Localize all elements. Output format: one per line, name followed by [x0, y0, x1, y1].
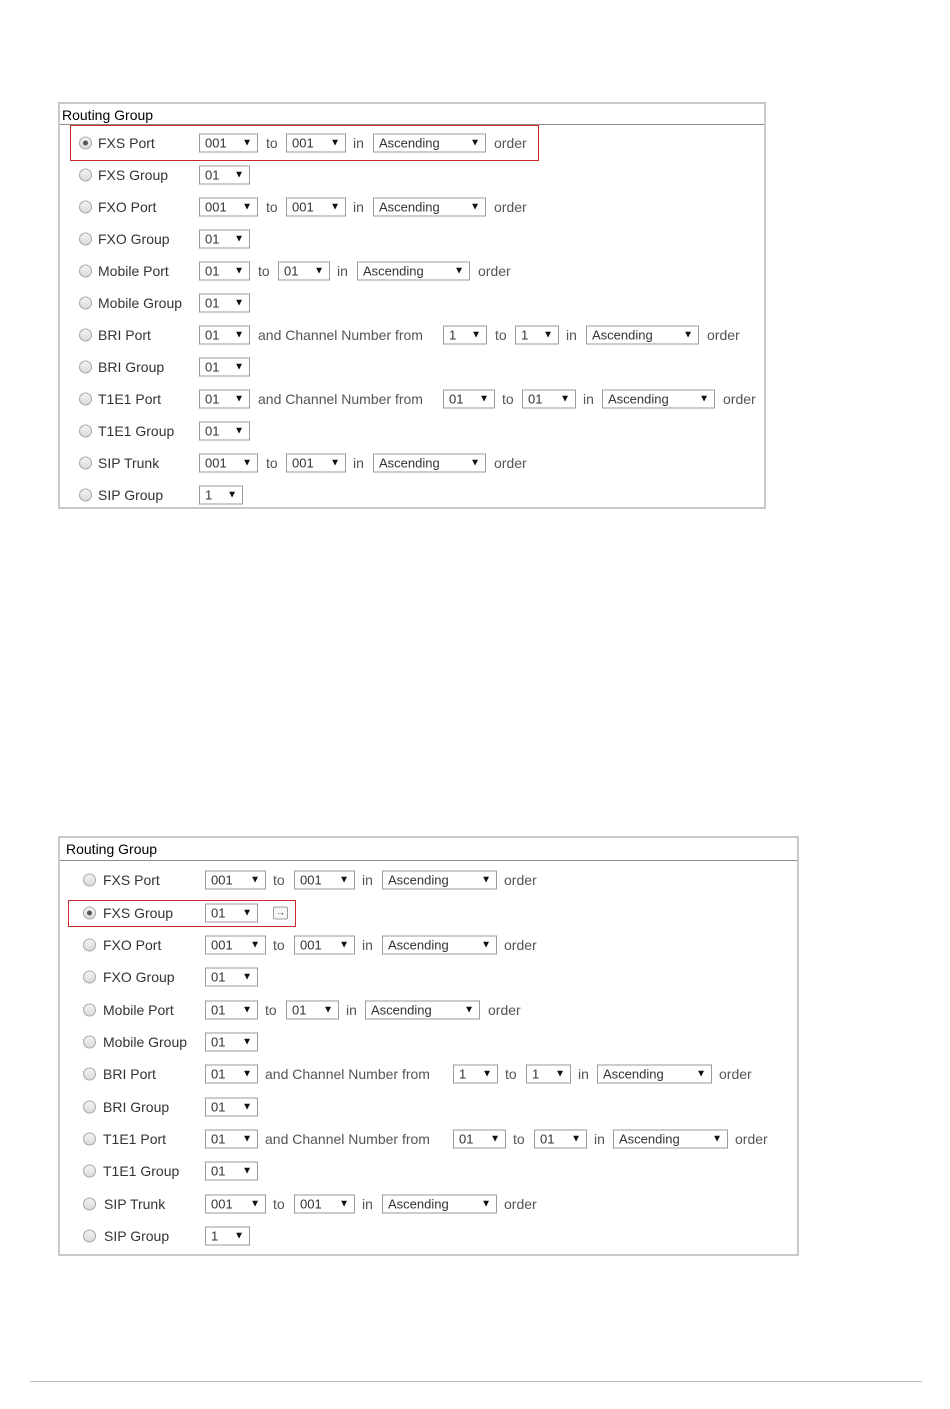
select-value: 01	[540, 1131, 555, 1147]
triangle-down-icon: ▼	[234, 297, 244, 309]
bri-group-label: BRI Group	[98, 359, 165, 375]
bri-group-select[interactable]	[205, 1098, 258, 1117]
t1e1-group-radio[interactable]	[83, 1165, 96, 1178]
order-text: order	[494, 455, 527, 471]
triangle-down-icon: ▼	[234, 329, 244, 341]
triangle-down-icon: ▼	[699, 393, 709, 405]
order-text: order	[735, 1131, 768, 1147]
select-value: 01	[211, 1131, 226, 1147]
triangle-down-icon: ▼	[330, 201, 340, 213]
fxo-group-select[interactable]	[205, 968, 258, 987]
triangle-down-icon: ▼	[330, 137, 340, 149]
sip-trunk-radio[interactable]	[83, 1198, 96, 1211]
triangle-down-icon: ▼	[471, 329, 481, 341]
t1e1-port-select[interactable]	[199, 390, 250, 409]
in-text: in	[594, 1131, 605, 1147]
in-text: in	[583, 391, 594, 407]
triangle-down-icon: ▼	[560, 393, 570, 405]
triangle-down-icon: ▼	[330, 457, 340, 469]
triangle-down-icon: ▼	[339, 874, 349, 886]
row-sip-group	[60, 479, 764, 511]
select-value: Ascending	[388, 1196, 449, 1212]
t1e1-group-select[interactable]	[199, 422, 250, 441]
mobile-group-label: Mobile Group	[98, 295, 183, 311]
sip-group-radio[interactable]	[79, 489, 92, 502]
panel-title: Routing Group	[66, 841, 158, 857]
mobile-port-radio[interactable]	[83, 1004, 96, 1017]
t1e1-channel-from-select[interactable]	[443, 390, 495, 409]
order-text: order	[494, 135, 527, 151]
t1e1-port-order-select[interactable]	[602, 390, 715, 409]
select-value: 01	[205, 295, 220, 311]
triangle-down-icon: ▼	[712, 1133, 722, 1145]
triangle-down-icon: ▼	[339, 939, 349, 951]
sip-trunk-label: SIP Trunk	[104, 1196, 166, 1212]
select-value: 001	[292, 135, 314, 151]
triangle-down-icon: ▼	[242, 1133, 252, 1145]
sip-trunk-order-select[interactable]	[373, 454, 486, 473]
t1e1-port-label: T1E1 Port	[103, 1131, 167, 1147]
select-value: Ascending	[603, 1066, 664, 1082]
in-text: in	[362, 872, 373, 888]
row-bri-port	[60, 1058, 797, 1090]
sip-trunk-from-select[interactable]	[199, 454, 258, 473]
select-value: 01	[205, 359, 220, 375]
select-value: 01	[528, 391, 543, 407]
order-text: order	[494, 199, 527, 215]
row-sip-trunk	[60, 1188, 797, 1220]
mobile-group-radio[interactable]	[83, 1036, 96, 1049]
fxs-port-label: FXS Port	[98, 135, 155, 151]
select-value: Ascending	[608, 391, 669, 407]
row-t1e1-group	[60, 415, 764, 447]
row-fxs-group	[60, 159, 764, 191]
sip-trunk-to-select[interactable]	[286, 454, 346, 473]
select-value: 1	[211, 1228, 219, 1244]
select-value: Ascending	[379, 455, 440, 471]
fxo-port-order-select[interactable]	[382, 936, 497, 955]
select-value: 01	[205, 167, 220, 183]
highlight-box-fxs-port	[70, 125, 539, 161]
select-value: 01	[211, 1002, 226, 1018]
to-text: to	[266, 199, 278, 215]
fxs-group-select[interactable]	[199, 166, 250, 185]
mobile-port-to-select[interactable]	[278, 262, 330, 281]
select-value: 1	[205, 487, 213, 503]
fxs-group-label: FXS Group	[103, 905, 174, 921]
channel-text: and Channel Number from	[265, 1066, 430, 1082]
in-text: in	[362, 937, 373, 953]
bri-port-order-select[interactable]	[597, 1065, 712, 1084]
triangle-down-icon: ▼	[683, 329, 693, 341]
row-t1e1-port	[60, 1123, 797, 1155]
fxo-group-select[interactable]	[199, 230, 250, 249]
bri-group-radio[interactable]	[79, 361, 92, 374]
select-value: 01	[205, 231, 220, 247]
sip-group-radio[interactable]	[83, 1230, 96, 1243]
sip-trunk-radio[interactable]	[79, 457, 92, 470]
triangle-down-icon: ▼	[543, 329, 553, 341]
mobile-group-label: Mobile Group	[103, 1034, 188, 1050]
bri-port-radio[interactable]	[79, 329, 92, 342]
triangle-down-icon: ▼	[234, 393, 244, 405]
select-value: Ascending	[388, 937, 449, 953]
select-value: 01	[284, 263, 299, 279]
select-value: 01	[211, 1099, 226, 1115]
select-value: Ascending	[619, 1131, 680, 1147]
sip-group-label: SIP Group	[104, 1228, 170, 1244]
row-mobile-group	[60, 287, 764, 319]
to-text: to	[265, 1002, 277, 1018]
bri-channel-to-select[interactable]	[515, 326, 559, 345]
fxs-port-radio[interactable]	[83, 874, 96, 887]
to-text: to	[495, 327, 507, 343]
triangle-down-icon: ▼	[242, 1004, 252, 1016]
select-value: 01	[211, 1163, 226, 1179]
select-value: Ascending	[379, 135, 440, 151]
in-text: in	[353, 455, 364, 471]
t1e1-group-select[interactable]	[205, 1162, 258, 1181]
t1e1-port-label: T1E1 Port	[98, 391, 162, 407]
order-text: order	[488, 1002, 521, 1018]
t1e1-group-radio[interactable]	[79, 425, 92, 438]
triangle-down-icon: ▼	[234, 1230, 244, 1242]
triangle-down-icon: ▼	[234, 169, 244, 181]
triangle-down-icon: ▼	[250, 939, 260, 951]
row-fxs-port	[60, 864, 797, 896]
sip-group-select[interactable]	[205, 1227, 250, 1246]
channel-text: and Channel Number from	[265, 1131, 430, 1147]
to-text: to	[273, 1196, 285, 1212]
row-fxo-group	[60, 961, 797, 993]
sip-trunk-label: SIP Trunk	[98, 455, 160, 471]
fxo-port-label: FXO Port	[98, 199, 157, 215]
to-text: to	[266, 455, 278, 471]
bri-port-label: BRI Port	[98, 327, 151, 343]
order-text: order	[478, 263, 511, 279]
select-value: Ascending	[363, 263, 424, 279]
in-text: in	[337, 263, 348, 279]
t1e1-group-label: T1E1 Group	[98, 423, 175, 439]
triangle-down-icon: ▼	[470, 457, 480, 469]
fxs-port-label: FXS Port	[103, 872, 160, 888]
triangle-down-icon: ▼	[470, 137, 480, 149]
select-value: 001	[300, 872, 322, 888]
mobile-port-order-select[interactable]	[357, 262, 470, 281]
sip-trunk-to-select[interactable]	[294, 1195, 355, 1214]
fxs-port-order-select[interactable]	[382, 871, 497, 890]
triangle-down-icon: ▼	[479, 393, 489, 405]
bri-channel-from-select[interactable]	[453, 1065, 498, 1084]
highlight-box-fxs-group	[68, 900, 296, 927]
mobile-group-select[interactable]	[199, 294, 250, 313]
row-fxo-group	[60, 223, 764, 255]
in-text: in	[346, 1002, 357, 1018]
page-footer-divider	[30, 1381, 922, 1382]
triangle-down-icon: ▼	[571, 1133, 581, 1145]
select-value: 01	[205, 423, 220, 439]
bri-channel-from-select[interactable]	[443, 326, 487, 345]
triangle-down-icon: ▼	[490, 1133, 500, 1145]
select-value: 01	[211, 1066, 226, 1082]
fxo-port-to-select[interactable]	[286, 198, 346, 217]
t1e1-port-order-select[interactable]	[613, 1130, 728, 1149]
triangle-down-icon: ▼	[242, 1068, 252, 1080]
triangle-down-icon: ▼	[227, 489, 237, 501]
select-value: 001	[211, 937, 233, 953]
order-text: order	[723, 391, 756, 407]
select-value: Ascending	[388, 872, 449, 888]
mobile-port-label: Mobile Port	[98, 263, 169, 279]
triangle-down-icon: ▼	[242, 457, 252, 469]
triangle-down-icon: ▼	[454, 265, 464, 277]
bri-channel-to-select[interactable]	[526, 1065, 571, 1084]
triangle-down-icon: ▼	[323, 1004, 333, 1016]
bri-port-select[interactable]	[199, 326, 250, 345]
select-value: 001	[205, 455, 227, 471]
bri-group-select[interactable]	[199, 358, 250, 377]
triangle-down-icon: ▼	[481, 874, 491, 886]
select-value: 01	[449, 391, 464, 407]
row-fxo-port	[60, 929, 797, 961]
triangle-down-icon: ▼	[696, 1068, 706, 1080]
fxo-port-radio[interactable]	[79, 201, 92, 214]
order-text: order	[504, 1196, 537, 1212]
bri-port-select[interactable]	[205, 1065, 258, 1084]
to-text: to	[513, 1131, 525, 1147]
select-value: 01	[211, 969, 226, 985]
mobile-port-to-select[interactable]	[286, 1001, 339, 1020]
select-value: 001	[211, 1196, 233, 1212]
mobile-port-from-select[interactable]	[199, 262, 250, 281]
sip-group-label: SIP Group	[98, 487, 164, 503]
select-value: Ascending	[379, 199, 440, 215]
in-text: in	[578, 1066, 589, 1082]
select-value: 01	[211, 905, 226, 921]
t1e1-port-radio[interactable]	[83, 1133, 96, 1146]
triangle-down-icon: ▼	[242, 1165, 252, 1177]
select-value: 001	[292, 199, 314, 215]
row-bri-group	[60, 1091, 797, 1123]
bri-port-order-select[interactable]	[586, 326, 699, 345]
fxs-port-to-select[interactable]	[294, 871, 355, 890]
fxs-port-from-select[interactable]	[205, 871, 266, 890]
arrow-right-icon[interactable]: →	[273, 907, 288, 920]
select-value: 1	[521, 327, 529, 343]
fxo-port-from-select[interactable]	[199, 198, 258, 217]
triangle-down-icon: ▼	[314, 265, 324, 277]
mobile-port-radio[interactable]	[79, 265, 92, 278]
row-mobile-port	[60, 994, 797, 1026]
triangle-down-icon: ▼	[481, 939, 491, 951]
fxo-group-radio[interactable]	[83, 971, 96, 984]
triangle-down-icon: ▼	[242, 907, 252, 919]
to-text: to	[266, 135, 278, 151]
select-value: Ascending	[371, 1002, 432, 1018]
to-text: to	[258, 263, 270, 279]
mobile-port-label: Mobile Port	[103, 1002, 174, 1018]
triangle-down-icon: ▼	[250, 874, 260, 886]
triangle-down-icon: ▼	[234, 233, 244, 245]
row-sip-group	[60, 1220, 797, 1252]
fxs-group-radio[interactable]	[79, 169, 92, 182]
triangle-down-icon: ▼	[464, 1004, 474, 1016]
fxo-group-label: FXO Group	[103, 969, 175, 985]
channel-text: and Channel Number from	[258, 391, 423, 407]
title-divider	[60, 860, 797, 861]
t1e1-port-radio[interactable]	[79, 393, 92, 406]
select-value: 001	[300, 1196, 322, 1212]
fxo-group-label: FXO Group	[98, 231, 170, 247]
row-t1e1-group	[60, 1155, 797, 1187]
mobile-port-order-select[interactable]	[365, 1001, 480, 1020]
row-bri-port	[60, 319, 764, 351]
in-text: in	[353, 135, 364, 151]
row-mobile-port	[60, 255, 764, 287]
in-text: in	[362, 1196, 373, 1212]
select-value: 1	[459, 1066, 467, 1082]
order-text: order	[707, 327, 740, 343]
bri-port-label: BRI Port	[103, 1066, 156, 1082]
mobile-group-select[interactable]	[205, 1033, 258, 1052]
select-value: 001	[300, 937, 322, 953]
triangle-down-icon: ▼	[242, 971, 252, 983]
select-value: 001	[205, 135, 227, 151]
bri-port-radio[interactable]	[83, 1068, 96, 1081]
triangle-down-icon: ▼	[470, 201, 480, 213]
triangle-down-icon: ▼	[242, 1101, 252, 1113]
triangle-down-icon: ▼	[481, 1198, 491, 1210]
row-t1e1-port	[60, 383, 764, 415]
fxo-port-label: FXO Port	[103, 937, 162, 953]
fxo-port-order-select[interactable]	[373, 198, 486, 217]
select-value: 1	[532, 1066, 540, 1082]
fxo-port-to-select[interactable]	[294, 936, 355, 955]
select-value: 1	[449, 327, 457, 343]
to-text: to	[502, 391, 514, 407]
to-text: to	[505, 1066, 517, 1082]
fxo-port-radio[interactable]	[83, 939, 96, 952]
fxo-group-radio[interactable]	[79, 233, 92, 246]
t1e1-group-label: T1E1 Group	[103, 1163, 180, 1179]
select-value: 01	[459, 1131, 474, 1147]
select-value: Ascending	[592, 327, 653, 343]
order-text: order	[504, 872, 537, 888]
routing-group-panel-2	[58, 836, 799, 1256]
triangle-down-icon: ▼	[242, 201, 252, 213]
mobile-group-radio[interactable]	[79, 297, 92, 310]
row-sip-trunk	[60, 447, 764, 479]
row-fxo-port	[60, 191, 764, 223]
in-text: in	[566, 327, 577, 343]
select-value: 01	[211, 1034, 226, 1050]
to-text: to	[273, 937, 285, 953]
triangle-down-icon: ▼	[234, 361, 244, 373]
to-text: to	[273, 872, 285, 888]
fxs-group-label: FXS Group	[98, 167, 169, 183]
triangle-down-icon: ▼	[242, 137, 252, 149]
select-value: 01	[205, 327, 220, 343]
routing-group-panel-1	[58, 102, 766, 509]
t1e1-port-select[interactable]	[205, 1130, 258, 1149]
row-mobile-group	[60, 1026, 797, 1058]
order-text: order	[719, 1066, 752, 1082]
sip-trunk-from-select[interactable]	[205, 1195, 266, 1214]
select-value: 01	[205, 263, 220, 279]
order-text: order	[504, 937, 537, 953]
panel-title: Routing Group	[62, 107, 154, 123]
t1e1-channel-from-select[interactable]	[453, 1130, 506, 1149]
triangle-down-icon: ▼	[250, 1198, 260, 1210]
select-value: 001	[211, 872, 233, 888]
select-value: 001	[292, 455, 314, 471]
bri-group-radio[interactable]	[83, 1101, 96, 1114]
sip-group-select[interactable]	[199, 486, 243, 505]
triangle-down-icon: ▼	[234, 265, 244, 277]
triangle-down-icon: ▼	[482, 1068, 492, 1080]
select-value: 001	[205, 199, 227, 215]
channel-text: and Channel Number from	[258, 327, 423, 343]
mobile-port-from-select[interactable]	[205, 1001, 258, 1020]
select-value: 01	[292, 1002, 307, 1018]
select-value: 01	[205, 391, 220, 407]
t1e1-channel-to-select[interactable]	[534, 1130, 587, 1149]
triangle-down-icon: ▼	[242, 1036, 252, 1048]
sip-trunk-order-select[interactable]	[382, 1195, 497, 1214]
triangle-down-icon: ▼	[234, 425, 244, 437]
fxo-port-from-select[interactable]	[205, 936, 266, 955]
in-text: in	[353, 199, 364, 215]
bri-group-label: BRI Group	[103, 1099, 170, 1115]
row-bri-group	[60, 351, 764, 383]
t1e1-channel-to-select[interactable]	[522, 390, 576, 409]
triangle-down-icon: ▼	[339, 1198, 349, 1210]
triangle-down-icon: ▼	[555, 1068, 565, 1080]
